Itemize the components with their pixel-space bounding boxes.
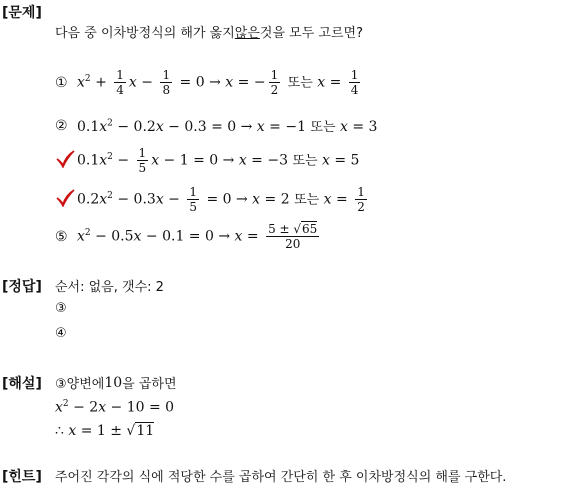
checkmark-icon [55,150,77,172]
answer-line-2: ③ [55,301,67,316]
problem-stem: 다음 중 이차방정식의 해가 옳지 않은 것을 모두 고르면? [55,22,363,41]
option-number: ② [55,117,68,134]
hint-text: 주어진 각각의 식에 적당한 수를 곱하여 간단히 한 후 이차방정식의 해를 구한다. [55,470,507,485]
solution-line-3 [55,423,154,439]
answer-line-1: 순서: 없음, 갯수: 2 [55,280,164,295]
checkmark-icon [55,189,77,211]
hint-tag: [힌트] [2,469,42,485]
answer-line-3: ④ [55,326,67,341]
equation: $0.2x^2 - 0.3x$ − $\frac{1}{5}$ = 0 → x = 2 또는 x = $\frac{1}{2}$ [77,185,365,214]
equation: ∴ x = 1 ± √11 [55,423,155,439]
answer-tag: [정답] [2,279,42,295]
equation: $0.1x^2 - 0.2x - 0.3 = 0 \to x = -1$ 또는 x = 3 [77,118,378,135]
solution-line-1: ③양변에 10 을 곱하면 [55,374,177,392]
equation: $x^2 - 2x - 10 = 0$ [55,399,175,416]
equation: $x^2 - 0.5x - 0.1 = 0 \to x$ = $\frac{5 \pm √65}{20}$ [77,222,318,251]
equation: $x^2$ + $\frac{1}{4}$ x − $\frac{1}{8}$ = 0 → x = − $\frac{1}{2}$ 또는 x = $\frac{1}{4}$ [77,68,359,97]
underlined-word: 않은 [234,26,260,41]
option-2 [55,116,377,135]
equation: $0.1x^2$ − $\frac{1}{5}$ x − 1 = 0 → x = −3 또는 x = 5 [77,146,360,175]
option-5 [55,222,322,251]
option-1 [55,68,363,97]
option-number: ① [55,74,68,91]
solution-tag: [해설] [2,376,42,392]
option-4 [55,185,370,214]
solution-line-2 [55,399,174,416]
problem-tag: [문제] [2,5,42,21]
option-3 [55,146,359,175]
option-number: ⑤ [55,228,68,245]
